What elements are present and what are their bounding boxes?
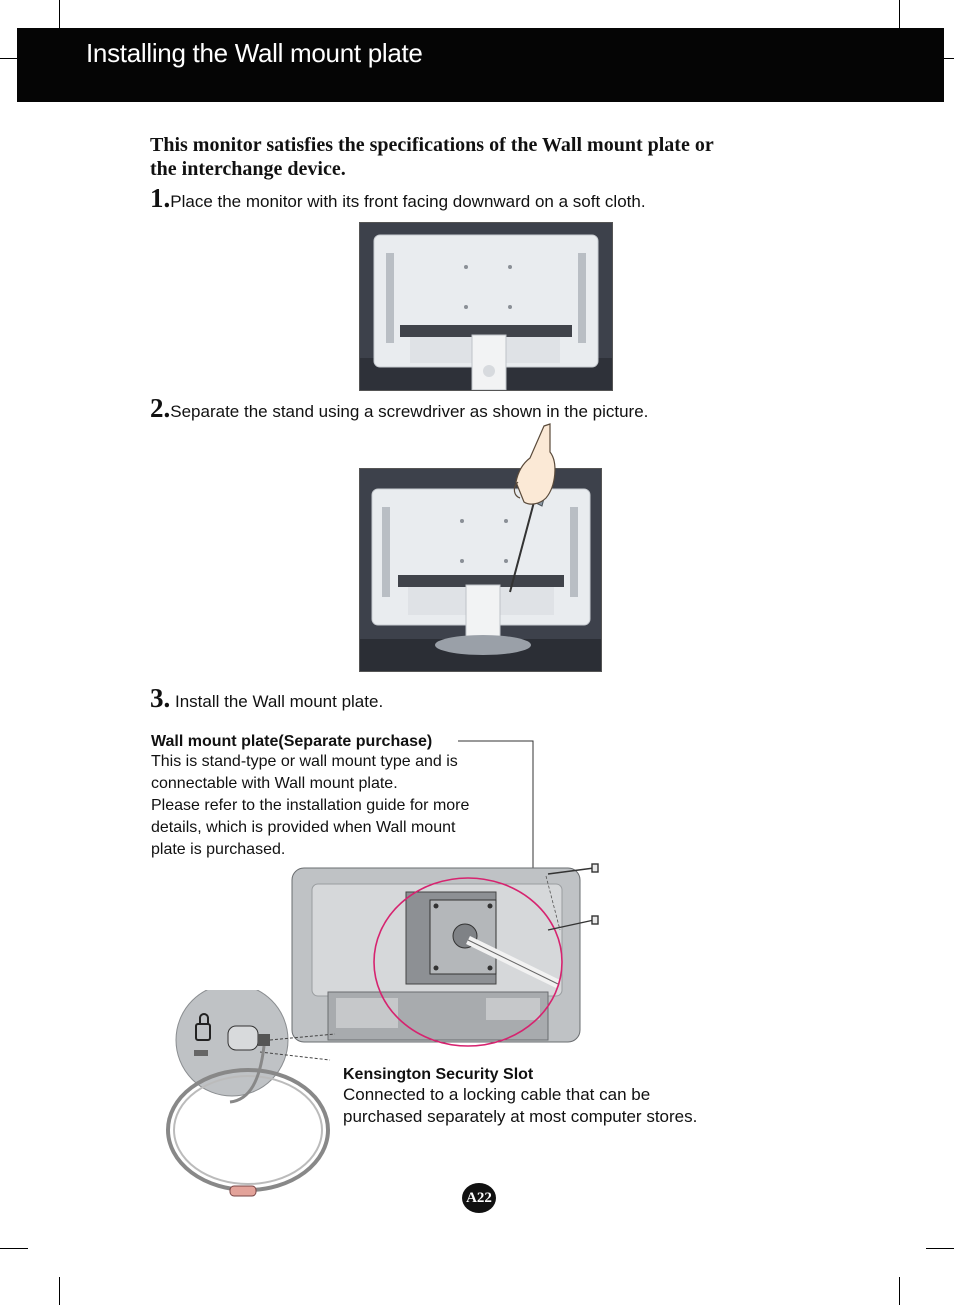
intro-line: the interchange device.: [150, 158, 346, 180]
step-text: Separate the stand using a screwdriver as shown in the picture.: [170, 402, 649, 421]
wall-mount-title: Wall mount plate(Separate purchase): [151, 733, 433, 750]
kensington-line: purchased separately at most computer stores.: [343, 1107, 698, 1126]
step-number: 3.: [150, 683, 171, 713]
hand-screwdriver-illustration: [500, 422, 570, 597]
wall-mount-line: connectable with Wall mount plate.: [151, 775, 398, 792]
kensington-title: Kensington Security Slot: [343, 1066, 534, 1083]
intro-text: [150, 133, 810, 181]
step-number: 2.: [150, 393, 171, 423]
kensington-callout: [343, 1066, 763, 1128]
wall-mount-line: plate is purchased.: [151, 841, 286, 858]
crop-mark: [0, 58, 17, 59]
crop-mark: [926, 1248, 954, 1249]
step-2: [150, 393, 648, 424]
wall-mount-line: details, which is provided when Wall mount: [151, 819, 456, 836]
crop-mark: [59, 0, 60, 28]
crop-mark: [0, 1248, 28, 1249]
crop-mark: [59, 1277, 60, 1305]
crop-mark: [899, 0, 900, 28]
monitor-back-photo: [359, 222, 613, 391]
kensington-lock-illustration: [160, 990, 350, 1205]
step-text: Install the Wall mount plate.: [170, 692, 384, 711]
wall-mount-line: Please refer to the installation guide for more: [151, 797, 470, 814]
step-number: 1.: [150, 183, 171, 213]
page-title: Installing the Wall mount plate: [86, 38, 423, 68]
wall-mount-line: This is stand-type or wall mount type and is: [151, 753, 458, 770]
page-number-badge: A22: [462, 1183, 496, 1213]
step-3: [150, 683, 383, 714]
wall-mount-callout: [151, 733, 511, 861]
step-text: Place the monitor with its front facing downward on a soft cloth.: [170, 192, 646, 211]
crop-mark: [899, 1277, 900, 1305]
kensington-line: Connected to a locking cable that can be: [343, 1085, 651, 1104]
step-1: [150, 183, 646, 214]
intro-line: This monitor satisfies the specifications of the Wall mount plate or: [150, 134, 714, 156]
